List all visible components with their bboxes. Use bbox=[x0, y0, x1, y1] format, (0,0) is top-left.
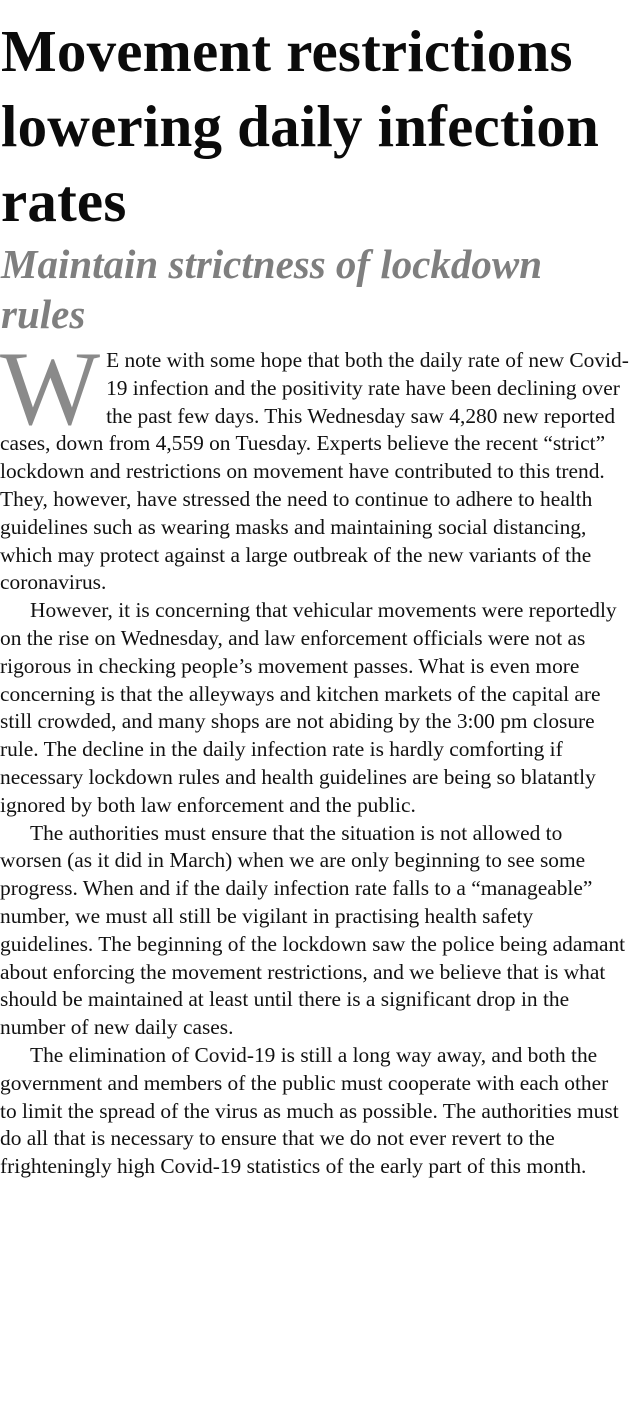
article-body bbox=[0, 330, 629, 1181]
article-paragraph-3: The authorities must ensure that the situation is not allowed to worsen (as it did in March) when we are only beginning to see some progress. When and if the daily infection rate falls to a “manageable” number, we must all still be vigilant in practising health safety guidelines. The beginning of the lockdown saw the police being adamant about enforcing the movement restrictions, and we believe that is what should be maintained at least until there is a significant drop in the number of new daily cases. bbox=[0, 820, 626, 1040]
article-headline: Movement restrictions lowering daily infection rates bbox=[1, 18, 600, 234]
paragraph-1-text: E note with some hope that both the daily rate of new Covid-19 infection and the positivity rate have been declining over the past few days. This Wednesday saw 4,280 new reported cases, down from 4,559 on Tuesday. Experts believe the recent “strict” lockdown and restrictions on movement have contributed to this trend. They, however, have stressed the need to continue to adhere to health guidelines such as wearing masks and maintaining social distancing, which may protect against a large outbreak of the new variants of the coronavirus. bbox=[0, 348, 629, 595]
article-paragraph-1 bbox=[0, 330, 629, 597]
drop-cap: W bbox=[0, 330, 101, 447]
article-paragraph-4: The elimination of Covid-19 is still a long way away, and both the government and members of the public must cooperate with each other to limit the spread of the virus as much as possible. The authorities must do all that is necessary to ensure that we do not ever revert to the frighteningly high Covid-19 statistics of the early part of this month. bbox=[0, 1042, 619, 1179]
article-subheadline: Maintain strictness of lockdown rules bbox=[1, 241, 543, 337]
article-paragraph-2: However, it is concerning that vehicular movements were reportedly on the rise on Wednesday, and law enforcement officials were not as rigorous in checking people’s movement passes. What is even more concerning is that the alleyways and kitchen markets of the capital are still crowded, and many shops are not abiding by the 3:00 pm closure rule. The decline in the daily infection rate is hardly comforting if necessary lockdown rules and health guidelines are being so blatantly ignored by both law enforcement and the public. bbox=[0, 598, 617, 817]
